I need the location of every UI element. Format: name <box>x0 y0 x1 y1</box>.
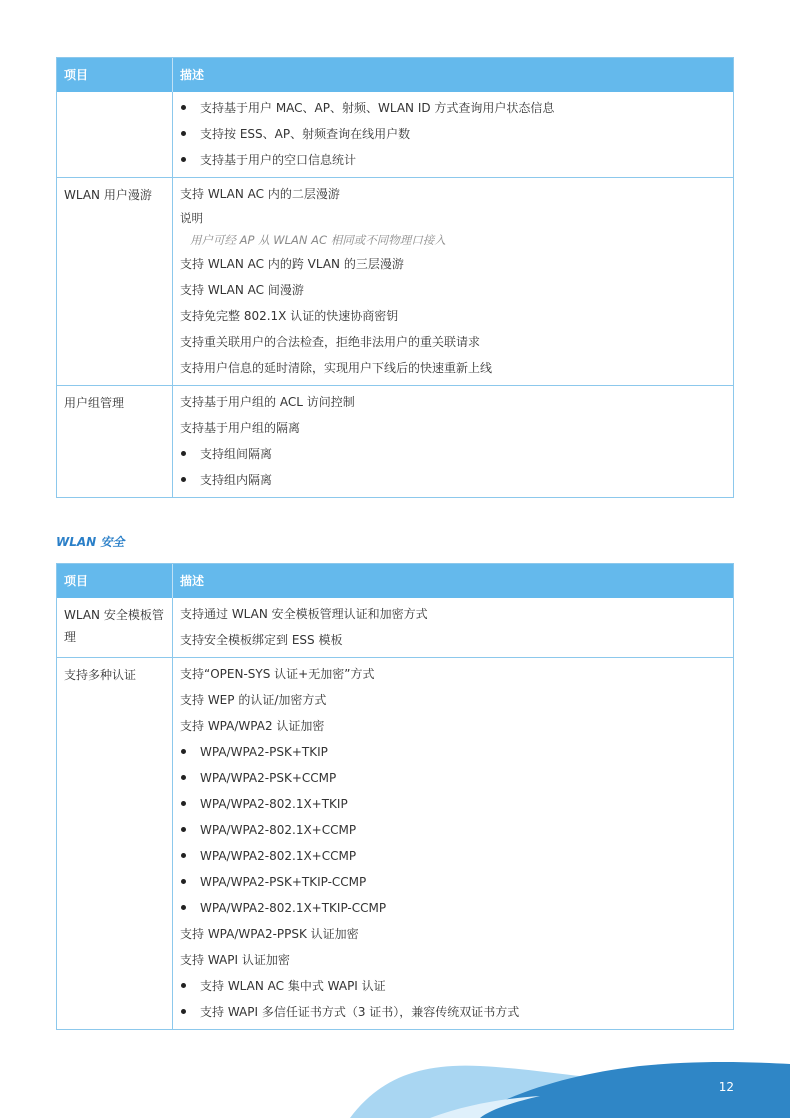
desc-line: 支持基于用户组的隔离 <box>180 421 301 435</box>
row-item: 支持多种认证 <box>57 658 173 1029</box>
list-item: WPA/WPA2-802.1X+CCMP <box>180 817 726 843</box>
feature-table-1 <box>56 57 734 498</box>
header-description: 描述 <box>180 68 205 82</box>
list-item: 支持组间隔离 <box>180 441 726 467</box>
list-item: WPA/WPA2-PSK+TKIP-CCMP <box>180 869 726 895</box>
note-text: 用户可经 AP 从 WLAN AC 相同或不同物理口接入 <box>190 233 446 247</box>
list-item: WPA/WPA2-PSK+TKIP <box>180 739 726 765</box>
desc-line: 支持 WLAN AC 内的跨 VLAN 的三层漫游 <box>180 257 404 271</box>
table-header <box>57 58 733 92</box>
row-item: WLAN 用户漫游 <box>57 178 173 385</box>
list-item: WPA/WPA2-802.1X+CCMP <box>180 843 726 869</box>
section-title: WLAN 安全 <box>56 535 125 549</box>
row-item: 用户组管理 <box>57 386 173 497</box>
header-item: 项目 <box>57 58 173 92</box>
table-header <box>57 564 733 598</box>
row-description <box>173 92 733 177</box>
note-title: 说明 <box>180 211 203 225</box>
feature-table-2 <box>56 563 734 1030</box>
list-item: 支持按 ESS、AP、射频查询在线用户数 <box>180 121 726 147</box>
list-item: WPA/WPA2-PSK+CCMP <box>180 765 726 791</box>
table-row <box>57 385 733 497</box>
list-item: WPA/WPA2-802.1X+TKIP <box>180 791 726 817</box>
row-description <box>173 386 733 497</box>
desc-line: 支持 WLAN AC 内的二层漫游 <box>180 187 340 201</box>
desc-line: 支持 WLAN AC 间漫游 <box>180 283 304 297</box>
list-item: 支持基于用户的空口信息统计 <box>180 147 726 173</box>
row-item <box>57 92 173 177</box>
list-item: 支持组内隔离 <box>180 467 726 493</box>
list-item: 支持 WLAN AC 集中式 WAPI 认证 <box>180 973 726 999</box>
desc-line: 支持 WPA/WPA2 认证加密 <box>180 719 325 733</box>
header-description: 描述 <box>180 574 205 588</box>
table-row <box>57 657 733 1029</box>
desc-line: 支持重关联用户的合法检查，拒绝非法用户的重关联请求 <box>180 335 481 349</box>
page-number: 12 <box>718 1080 734 1094</box>
list-item: 支持 WAPI 多信任证书方式（3 证书），兼容传统双证书方式 <box>180 999 726 1025</box>
row-description <box>173 658 733 1029</box>
desc-line: 支持基于用户组的 ACL 访问控制 <box>180 395 355 409</box>
desc-line: 支持通过 WLAN 安全模板管理认证和加密方式 <box>180 607 428 621</box>
footer-wave-decoration <box>0 1058 790 1118</box>
desc-line: 支持 WAPI 认证加密 <box>180 953 290 967</box>
table-row <box>57 92 733 177</box>
table-row <box>57 177 733 385</box>
list-item: 支持基于用户 MAC、AP、射频、WLAN ID 方式查询用户状态信息 <box>180 95 726 121</box>
desc-line: 支持 WEP 的认证/加密方式 <box>180 693 327 707</box>
row-description <box>173 598 733 657</box>
desc-line: 支持安全模板绑定到 ESS 模板 <box>180 633 343 647</box>
row-item: WLAN 安全模板管理 <box>57 598 173 657</box>
desc-line: 支持用户信息的延时清除，实现用户下线后的快速重新上线 <box>180 361 493 375</box>
row-description <box>173 178 733 385</box>
header-item: 项目 <box>57 564 173 598</box>
list-item: WPA/WPA2-802.1X+TKIP-CCMP <box>180 895 726 921</box>
desc-line: 支持免完整 802.1X 认证的快速协商密钥 <box>180 309 399 323</box>
desc-line: 支持 WPA/WPA2-PPSK 认证加密 <box>180 927 359 941</box>
table-row <box>57 598 733 657</box>
desc-line: 支持“OPEN-SYS 认证+无加密”方式 <box>180 667 375 681</box>
